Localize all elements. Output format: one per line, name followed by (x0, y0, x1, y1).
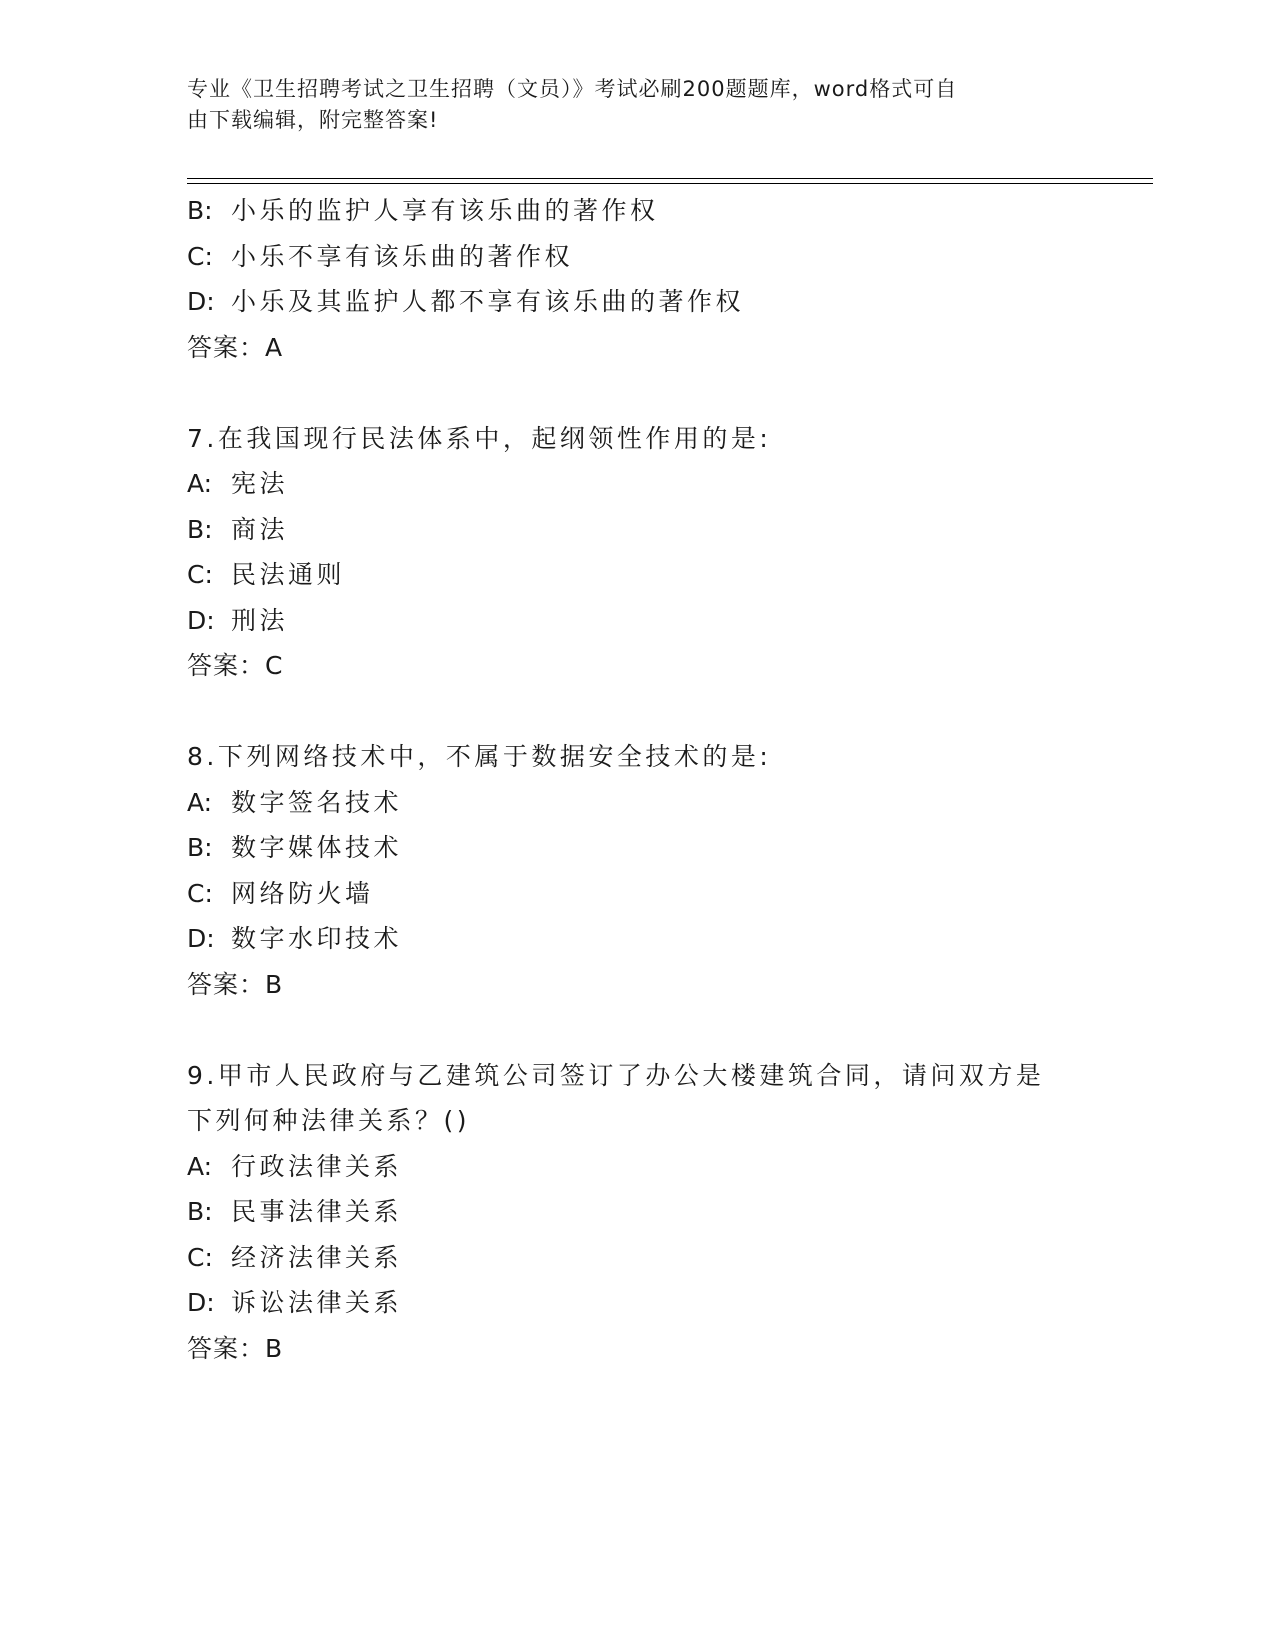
question-title-line-2: 下列何种法律关系？() (187, 1106, 471, 1135)
document-header (187, 74, 1067, 136)
header-divider-top (187, 178, 1153, 179)
option-prefix: A: (187, 1151, 213, 1181)
header-line-2: 由下载编辑，附完整答案! (187, 108, 439, 132)
option-text: 民事法律关系 (231, 1197, 403, 1226)
option-prefix: A: (187, 787, 213, 817)
option-text: 数字媒体技术 (231, 833, 403, 862)
answer-line: 答案：A (187, 332, 284, 362)
question-list (187, 188, 1087, 1371)
option-text: 经济法律关系 (231, 1242, 403, 1272)
question-title: 8.下列网络技术中，不属于数据安全技术的是: (187, 742, 772, 771)
option-d (187, 1280, 1087, 1326)
answer-line: 答案：B (187, 1333, 284, 1363)
option-text: 刑法 (231, 605, 289, 635)
option-d (187, 598, 1087, 644)
header-divider-bottom (187, 183, 1153, 184)
option-c (187, 552, 1087, 598)
option-d (187, 279, 1087, 325)
option-c (187, 234, 1087, 280)
option-b (187, 507, 1087, 553)
option-d (187, 916, 1087, 962)
option-b (187, 1189, 1087, 1235)
option-prefix: A: (187, 469, 213, 498)
answer-line: 答案：B (187, 969, 284, 999)
option-text: 网络防火墙 (231, 878, 374, 908)
option-prefix: D: (187, 1288, 215, 1317)
option-text: 诉讼法律关系 (231, 1288, 403, 1317)
option-a (187, 780, 1087, 826)
option-c (187, 1235, 1087, 1281)
question-7 (187, 416, 1087, 689)
option-prefix: B: (187, 1197, 213, 1226)
header-line-1: 专业《卫生招聘考试之卫生招聘（文员）》考试必刷200题题库，word格式可自 (187, 77, 958, 101)
option-prefix: C: (187, 560, 213, 589)
option-prefix: C: (187, 241, 213, 271)
question-title: 7.在我国现行民法体系中，起纲领性作用的是: (187, 423, 772, 453)
question-8 (187, 734, 1087, 1007)
option-text: 宪法 (231, 469, 289, 498)
option-text: 行政法律关系 (231, 1151, 403, 1181)
option-text: 商法 (231, 514, 289, 544)
question-9 (187, 1053, 1087, 1372)
option-b (187, 188, 1087, 234)
answer-line: 答案：C (187, 651, 284, 680)
question-continued (187, 188, 1087, 370)
option-text: 民法通则 (231, 560, 346, 589)
option-text: 小乐的监护人享有该乐曲的著作权 (231, 196, 659, 225)
option-prefix: B: (187, 833, 213, 862)
option-prefix: B: (187, 196, 213, 225)
option-prefix: C: (187, 878, 213, 908)
option-prefix: D: (187, 287, 215, 316)
option-a (187, 461, 1087, 507)
option-c (187, 871, 1087, 917)
option-b (187, 825, 1087, 871)
option-text: 小乐及其监护人都不享有该乐曲的著作权 (231, 287, 745, 316)
option-prefix: B: (187, 514, 213, 544)
option-prefix: C: (187, 1242, 213, 1272)
option-a (187, 1144, 1087, 1190)
option-text: 数字水印技术 (231, 924, 403, 953)
option-prefix: D: (187, 605, 215, 635)
option-text: 小乐不享有该乐曲的著作权 (231, 241, 574, 271)
question-title-line-1: 9.甲市人民政府与乙建筑公司签订了办公大楼建筑合同，请问双方是 (187, 1060, 1045, 1090)
option-text: 数字签名技术 (231, 787, 403, 817)
option-prefix: D: (187, 924, 215, 953)
